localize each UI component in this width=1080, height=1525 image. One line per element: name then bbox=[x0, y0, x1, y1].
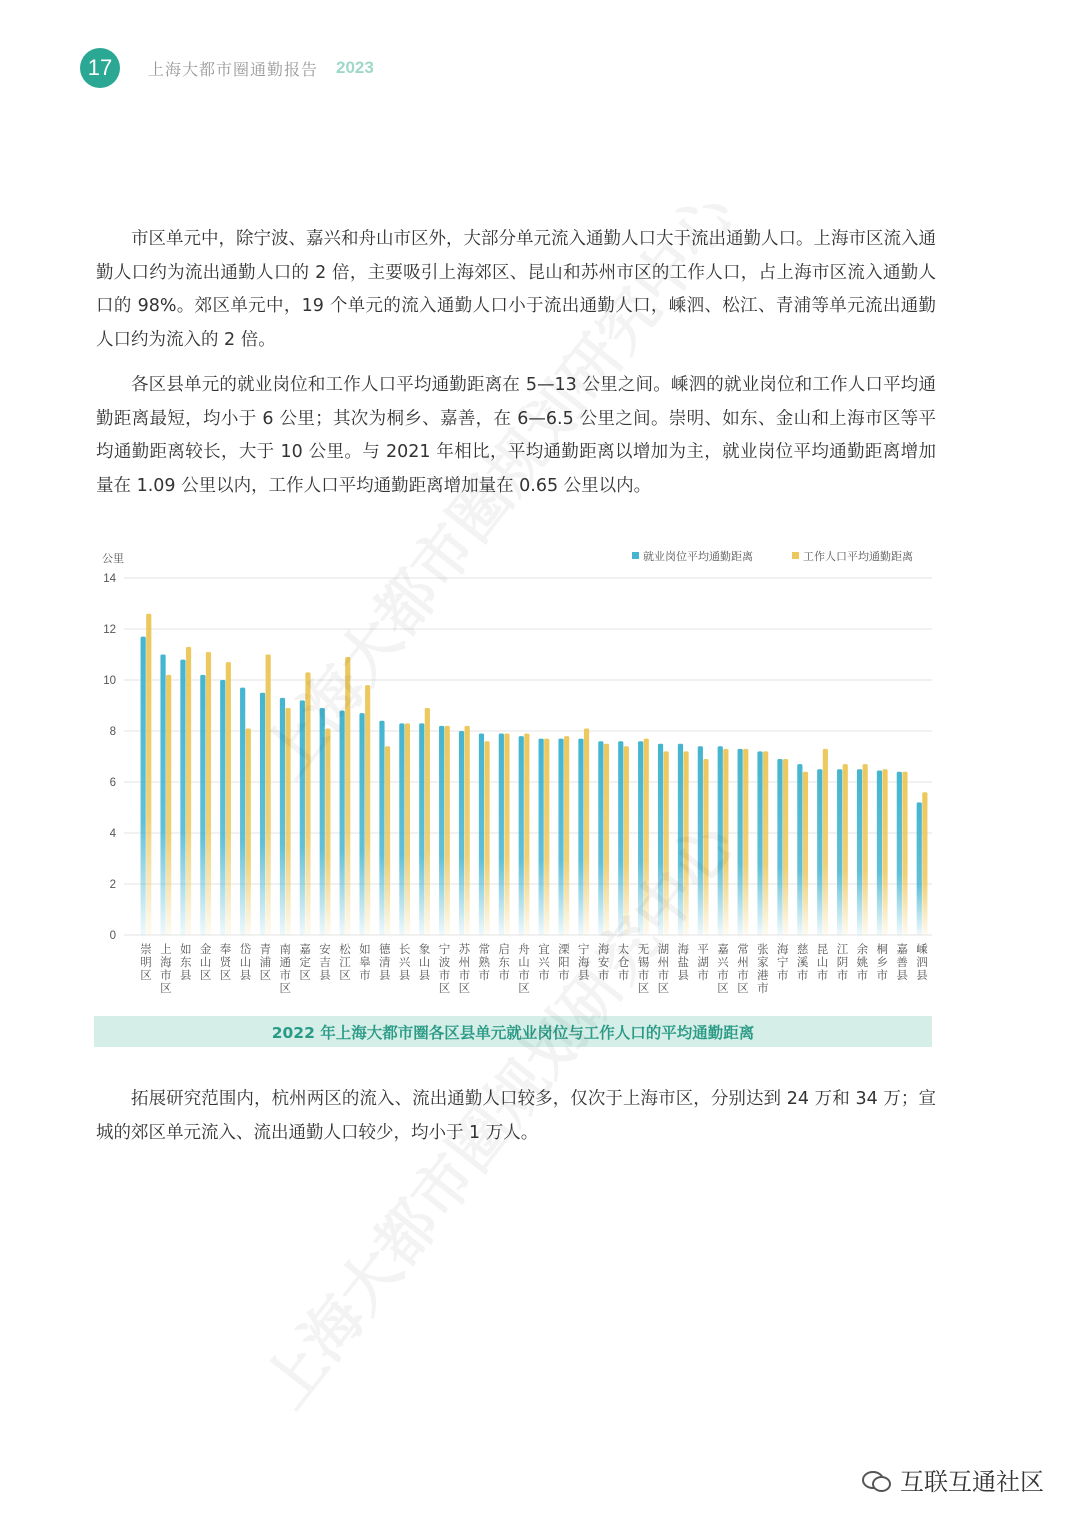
x-tick-label: 奉贤区 bbox=[219, 942, 232, 982]
bar-jobs bbox=[359, 713, 364, 935]
x-tick-label: 舟山市区 bbox=[518, 942, 530, 995]
bar-jobs bbox=[220, 680, 225, 935]
bar-jobs bbox=[797, 764, 802, 935]
y-axis-unit: 公里 bbox=[102, 552, 124, 565]
y-tick-label: 6 bbox=[109, 777, 116, 789]
bar-workers bbox=[305, 672, 310, 935]
bar-jobs bbox=[419, 723, 424, 935]
x-tick-label: 桐乡市 bbox=[876, 942, 888, 982]
bar-workers bbox=[345, 657, 350, 935]
x-tick-label: 嵊泗县 bbox=[916, 942, 928, 982]
x-tick-label: 安吉县 bbox=[319, 942, 331, 982]
x-tick-label: 青浦区 bbox=[259, 942, 272, 982]
bar-workers bbox=[664, 751, 669, 935]
x-tick-label: 嘉兴市区 bbox=[717, 942, 729, 995]
bar-workers bbox=[166, 675, 171, 935]
bar-workers bbox=[882, 769, 887, 935]
bar-jobs bbox=[180, 660, 185, 935]
y-tick-label: 10 bbox=[103, 675, 116, 687]
legend-swatch bbox=[632, 552, 639, 559]
footer-brand-text: 互联互通社区 bbox=[900, 1468, 1044, 1496]
x-tick-label: 余姚市 bbox=[856, 942, 869, 982]
x-tick-label: 金山区 bbox=[199, 942, 212, 982]
bar-workers bbox=[644, 739, 649, 935]
bar-jobs bbox=[399, 723, 404, 935]
bar-jobs bbox=[877, 771, 882, 935]
y-tick-label: 12 bbox=[103, 624, 116, 636]
x-tick-label: 崇明区 bbox=[140, 942, 152, 982]
x-tick-label: 张家港市 bbox=[757, 942, 769, 995]
paragraph-commute-flows: 市区单元中，除宁波、嘉兴和舟山市区外，大部分单元流入通勤人口大于流出通勤人口。上海市区流入通勤人口约为流出通勤人口的 2 倍，主要吸引上海郊区、昆山和苏州市区的工作人口，占上海市区流入通勤人口的 98%。郊区单元中，19 个单元的流入通勤人口小于流出通勤人口，嵊泗、松江、青浦等单元流出通勤人口约为流入的 2 倍。 bbox=[96, 229, 936, 350]
x-tick-label: 长兴县 bbox=[398, 942, 411, 982]
x-tick-label: 昆山市 bbox=[816, 942, 829, 982]
bar-workers bbox=[703, 759, 708, 935]
bar-jobs bbox=[240, 688, 245, 935]
bar-workers bbox=[803, 772, 808, 935]
bar-jobs bbox=[200, 675, 205, 935]
report-title: 上海大都市圈通勤报告 bbox=[148, 59, 319, 79]
bar-workers bbox=[186, 647, 191, 935]
x-tick-label: 海盐县 bbox=[677, 942, 689, 982]
bar-jobs bbox=[379, 721, 384, 935]
x-tick-label: 岱山县 bbox=[239, 942, 252, 982]
bar-workers bbox=[604, 744, 609, 935]
bar-workers bbox=[683, 751, 688, 935]
legend-label: 工作人口平均通勤距离 bbox=[803, 550, 913, 563]
page-header bbox=[80, 46, 374, 90]
x-tick-label: 南通市区 bbox=[279, 942, 291, 995]
x-tick-label: 松江区 bbox=[339, 942, 351, 982]
bar-jobs bbox=[777, 759, 782, 935]
chart-title: 2022 年上海大都市圈各区县单元就业岗位与工作人口的平均通勤距离 bbox=[271, 1023, 755, 1042]
bar-jobs bbox=[658, 744, 663, 935]
chart-svg bbox=[94, 540, 934, 1010]
x-tick-label: 如皋市 bbox=[359, 942, 371, 982]
bar-jobs bbox=[598, 741, 603, 935]
bar-workers bbox=[325, 728, 330, 935]
bar-workers bbox=[484, 741, 489, 935]
x-tick-label: 湖州市区 bbox=[657, 942, 670, 995]
bar-workers bbox=[544, 739, 549, 935]
x-tick-label: 常熟市 bbox=[478, 942, 490, 982]
y-tick-label: 2 bbox=[109, 879, 116, 891]
bar-workers bbox=[843, 764, 848, 935]
bar-jobs bbox=[519, 736, 524, 935]
x-tick-label: 海宁市 bbox=[777, 942, 789, 982]
report-year: 2023 bbox=[336, 58, 374, 77]
bar-workers bbox=[146, 614, 151, 935]
bar-workers bbox=[783, 759, 788, 935]
x-tick-label: 无锡市区 bbox=[637, 942, 650, 995]
bar-workers bbox=[624, 746, 629, 935]
bar-jobs bbox=[817, 769, 822, 935]
y-tick-label: 14 bbox=[103, 573, 116, 585]
bar-jobs bbox=[160, 655, 165, 936]
bar-workers bbox=[564, 736, 569, 935]
bar-workers bbox=[504, 734, 509, 935]
bar-jobs bbox=[479, 734, 484, 935]
paragraph-commute-distance: 各区县单元的就业岗位和工作人口平均通勤距离在 5—13 公里之间。嵊泗的就业岗位和工作人口平均通勤距离最短，均小于 6 公里；其次为桐乡、嘉善，在 6—6.5 公里之间。崇明、如东、金山和上海市区等平均通勤距离较长，大于 10 公里。与 2021 年相比，平均通勤距离以增加为主，就业岗位平均通勤距离增加量在 1.09 公里以内，工作人口平均通勤距离增加量在 0.65 公里以内。 bbox=[96, 375, 936, 496]
bar-jobs bbox=[917, 802, 922, 935]
bar-jobs bbox=[897, 772, 902, 935]
bar-workers bbox=[206, 652, 211, 935]
bar-jobs bbox=[618, 741, 623, 935]
bar-jobs bbox=[738, 749, 743, 935]
x-tick-label: 嘉善县 bbox=[896, 942, 908, 982]
x-tick-label: 启东市 bbox=[498, 942, 510, 982]
bar-workers bbox=[385, 746, 390, 935]
x-tick-label: 德清县 bbox=[379, 942, 391, 982]
bar-workers bbox=[266, 655, 271, 936]
bar-workers bbox=[285, 708, 290, 935]
x-tick-label: 海安市 bbox=[597, 942, 610, 982]
bar-jobs bbox=[320, 708, 325, 935]
x-tick-label: 宁波市区 bbox=[438, 942, 451, 995]
commute-distance-chart bbox=[94, 540, 934, 1010]
bar-jobs bbox=[698, 746, 703, 935]
bar-workers bbox=[863, 764, 868, 935]
x-tick-label: 宁海县 bbox=[578, 942, 590, 982]
bar-workers bbox=[425, 708, 430, 935]
wechat-icon bbox=[862, 1469, 890, 1491]
bar-jobs bbox=[857, 769, 862, 935]
bar-jobs bbox=[837, 769, 842, 935]
bar-jobs bbox=[340, 711, 345, 935]
bar-jobs bbox=[280, 698, 285, 935]
x-tick-label: 宜兴市 bbox=[538, 942, 550, 982]
bar-jobs bbox=[439, 726, 444, 935]
bar-jobs bbox=[757, 751, 762, 935]
bar-workers bbox=[902, 772, 907, 935]
page-number-badge: 17 bbox=[80, 48, 120, 88]
x-tick-label: 象山县 bbox=[418, 942, 431, 982]
bar-jobs bbox=[300, 700, 305, 935]
footer-brand bbox=[862, 1462, 1044, 1497]
bar-jobs bbox=[558, 739, 563, 935]
x-tick-label: 平湖市 bbox=[697, 942, 709, 982]
legend-label: 就业岗位平均通勤距离 bbox=[643, 550, 753, 563]
chart-caption-bar bbox=[94, 1016, 932, 1047]
bar-workers bbox=[365, 685, 370, 935]
x-tick-label: 上海市区 bbox=[160, 942, 172, 995]
y-tick-label: 4 bbox=[109, 828, 116, 840]
x-tick-label: 溧阳市 bbox=[558, 942, 570, 982]
bar-workers bbox=[763, 751, 768, 935]
bar-jobs bbox=[578, 739, 583, 935]
bar-jobs bbox=[678, 744, 683, 935]
x-tick-label: 江阴市 bbox=[836, 942, 849, 982]
x-tick-label: 苏州市区 bbox=[458, 942, 471, 995]
y-tick-label: 0 bbox=[109, 930, 116, 942]
bar-workers bbox=[465, 726, 470, 935]
bar-jobs bbox=[141, 637, 146, 935]
bar-workers bbox=[823, 749, 828, 935]
x-tick-label: 如东县 bbox=[180, 942, 192, 982]
bar-jobs bbox=[499, 734, 504, 935]
x-tick-label: 常州市区 bbox=[737, 942, 749, 995]
bar-workers bbox=[743, 749, 748, 935]
y-tick-label: 8 bbox=[109, 726, 116, 738]
bar-jobs bbox=[260, 693, 265, 935]
bar-workers bbox=[226, 662, 231, 935]
bar-workers bbox=[524, 734, 529, 935]
bar-jobs bbox=[459, 731, 464, 935]
bar-jobs bbox=[539, 739, 544, 935]
bar-workers bbox=[246, 728, 251, 935]
x-tick-label: 慈溪市 bbox=[796, 942, 809, 982]
bar-jobs bbox=[638, 741, 643, 935]
x-tick-label: 嘉定区 bbox=[299, 942, 311, 982]
x-tick-label: 太仓市 bbox=[617, 942, 630, 982]
bar-workers bbox=[723, 749, 728, 935]
bar-workers bbox=[922, 792, 927, 935]
bar-workers bbox=[584, 728, 589, 935]
bar-jobs bbox=[718, 746, 723, 935]
paragraph-extended-range: 拓展研究范围内，杭州两区的流入、流出通勤人口较多，仅次于上海市区，分别达到 24 万和 34 万；宣城的郊区单元流入、流出通勤人口较少，均小于 1 万人。 bbox=[96, 1089, 936, 1143]
bar-workers bbox=[405, 723, 410, 935]
bar-workers bbox=[445, 726, 450, 935]
legend-swatch bbox=[792, 552, 799, 559]
